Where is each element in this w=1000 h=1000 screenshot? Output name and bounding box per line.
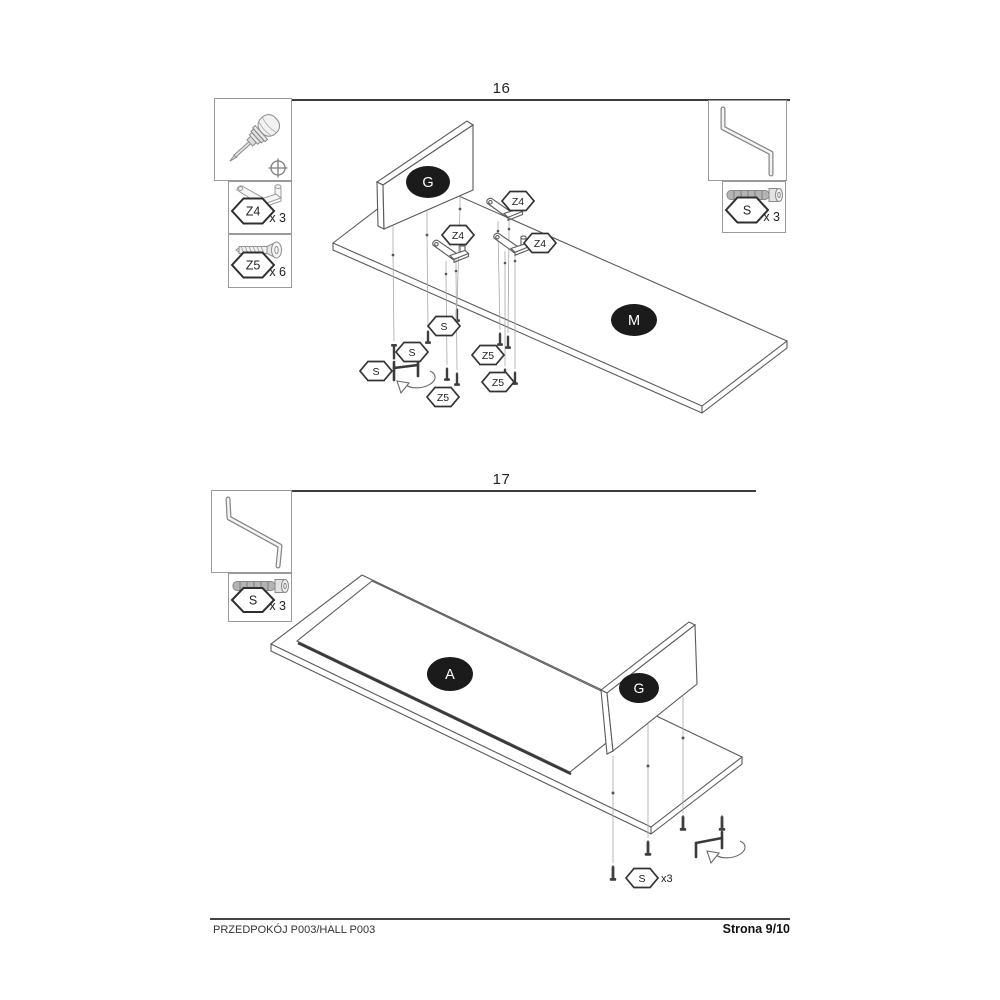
part-count-z4: x 3 <box>269 211 286 225</box>
badge-a <box>427 657 473 691</box>
badge-g <box>406 166 450 198</box>
svg-text:S: S <box>248 593 258 608</box>
part-count-s: x 3 <box>763 210 780 224</box>
badge-m <box>611 304 657 336</box>
svg-text:Z4: Z4 <box>533 238 547 250</box>
screw-s <box>610 865 616 881</box>
step17-number: 17 <box>492 471 511 488</box>
screw-z5 <box>454 372 460 386</box>
phillips-cross-icon <box>269 159 288 178</box>
svg-text:Z4: Z4 <box>451 230 465 242</box>
svg-text:Z5: Z5 <box>491 377 505 389</box>
svg-text:Z5: Z5 <box>245 258 261 273</box>
screw-s <box>680 815 686 831</box>
svg-text:Z5: Z5 <box>436 392 450 404</box>
phillips-screwdriver-icon <box>215 99 291 180</box>
svg-text:x3: x3 <box>661 873 673 885</box>
step16-part-box-z4 <box>228 181 292 234</box>
svg-text:S: S <box>638 873 646 885</box>
rotation-arrow-icon <box>397 371 435 393</box>
step17-rule <box>247 490 756 492</box>
footer-page-number: Strona 9/10 <box>722 922 790 936</box>
screw-s <box>425 330 431 344</box>
step16-part-box-z5 <box>228 234 292 288</box>
svg-text:S: S <box>408 347 416 359</box>
screw-z5 <box>497 332 503 346</box>
step16-tool-box <box>214 98 292 181</box>
screw-s <box>645 840 651 856</box>
callout-hex-s <box>626 869 673 888</box>
footer-rule <box>210 918 790 920</box>
svg-text:S: S <box>440 321 448 333</box>
svg-text:Z5: Z5 <box>481 350 495 362</box>
part-count-s: x 3 <box>269 599 286 613</box>
svg-text:S: S <box>742 203 752 218</box>
svg-text:Z4: Z4 <box>511 196 525 208</box>
svg-text:S: S <box>372 366 380 378</box>
screw-z5 <box>444 367 450 381</box>
step16-assembly-diagram <box>330 110 800 420</box>
screw-s <box>719 815 725 831</box>
svg-text:M: M <box>627 313 641 329</box>
svg-text:G: G <box>422 175 434 191</box>
hex-key-icon <box>394 360 418 380</box>
callout-hex-s <box>360 317 460 381</box>
step16-number: 16 <box>492 80 511 97</box>
footer-product-name: PRZEDPOKÓJ P003/HALL P003 <box>213 924 376 936</box>
svg-text:G: G <box>633 680 645 696</box>
badge-g <box>619 673 659 703</box>
step16-rule <box>216 99 790 101</box>
svg-text:A: A <box>445 667 455 683</box>
step17-assembly-diagram <box>230 560 800 900</box>
screw-z5 <box>505 335 511 349</box>
rotation-arrow-icon <box>707 841 745 863</box>
svg-text:Z4: Z4 <box>245 204 261 219</box>
part-count-z5: x 6 <box>269 265 286 279</box>
callout-hex-z5 <box>427 346 514 407</box>
